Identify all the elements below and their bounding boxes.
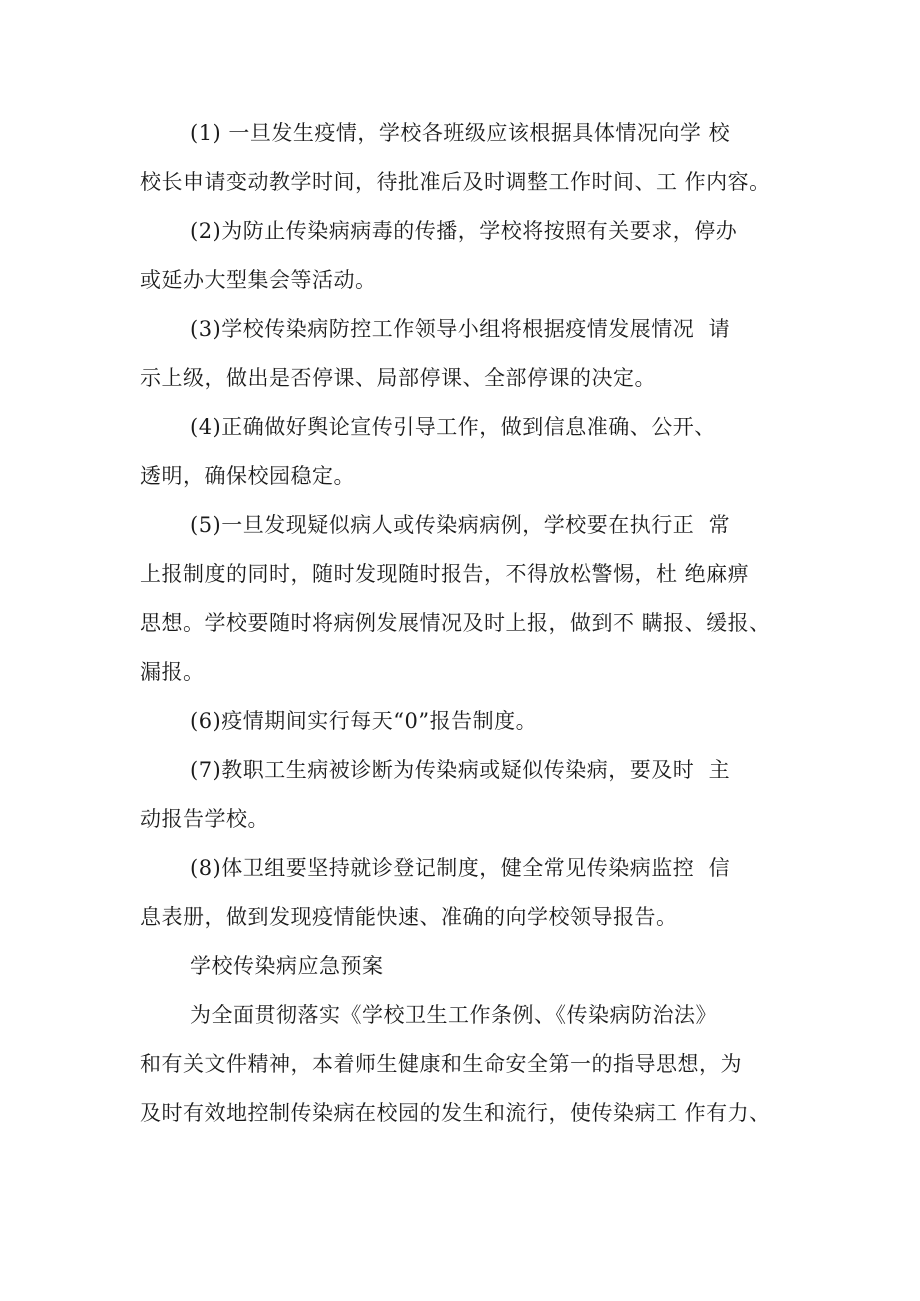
- paragraph-9-line-3: 及时有效地控制传染病在校园的发生和流行，使传染病工 作有力、: [140, 1101, 771, 1125]
- paragraph-2-line-1: (2)为防止传染病病毒的传播，学校将按照有关要求，停办: [190, 219, 738, 243]
- paragraph-8-line-2: 息表册，做到发现疫情能快速、准确的向学校领导报告。: [140, 905, 678, 929]
- paragraph-3-line-1: (3)学校传染病防控工作领导小组将根据疫情发展情况 请: [190, 317, 731, 341]
- paragraph-1-line-1: (1) 一旦发生疫情，学校各班级应该根据具体情况向学 校: [190, 121, 731, 145]
- paragraph-6-line-1: (6)疫情期间实行每天“0”报告制度。: [190, 709, 538, 733]
- paragraph-7-line-2: 动报告学校。: [140, 807, 269, 831]
- paragraph-5-line-2: 上报制度的同时，随时发现随时报告，不得放松警惕，杜 绝麻痹: [140, 562, 750, 586]
- paragraph-2-line-2: 或延办大型集会等活动。: [140, 268, 377, 292]
- paragraph-4-line-2: 透明，确保校园稳定。: [140, 464, 355, 488]
- paragraph-9-line-1: 为全面贯彻落实《学校卫生工作条例、《传染病防治法》: [190, 1003, 717, 1027]
- paragraph-4-line-1: (4)正确做好舆论宣传引导工作，做到信息准确、公开、: [190, 415, 716, 439]
- paragraph-5-line-4: 漏报。: [140, 660, 205, 684]
- paragraph-5-line-3: 思想。学校要随时将病例发展情况及时上报，做到不 瞒报、缓报、: [140, 611, 771, 635]
- paragraph-7-line-1: (7)教职工生病被诊断为传染病或疑似传染病，要及时 主: [190, 758, 731, 782]
- paragraph-1-line-2: 校长申请变动教学时间，待批准后及时调整工作时间、工 作内容。: [140, 170, 771, 194]
- paragraph-5-line-1: (5)一旦发现疑似病人或传染病病例，学校要在执行正 常: [190, 513, 731, 537]
- paragraph-9-line-2: 和有关文件精神，本着师生健康和生命安全第一的指导思想，为: [140, 1052, 742, 1076]
- paragraph-8-line-1: (8)体卫组要坚持就诊登记制度，健全常见传染病监控 信: [190, 856, 731, 880]
- section-heading: 学校传染病应急预案: [190, 954, 384, 978]
- paragraph-3-line-2: 示上级，做出是否停课、局部停课、全部停课的决定。: [140, 366, 656, 390]
